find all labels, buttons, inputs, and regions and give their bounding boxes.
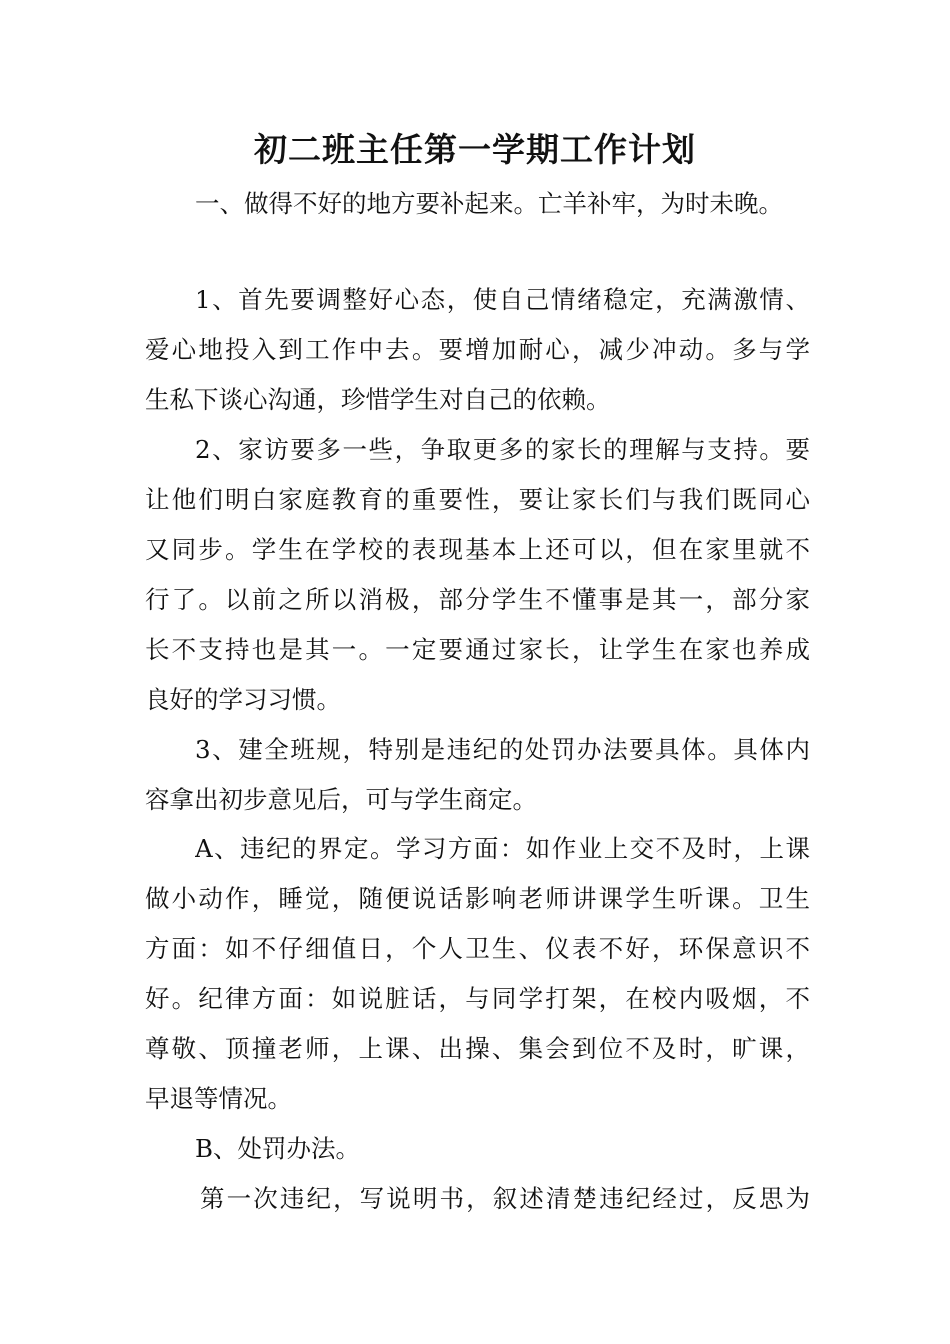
paragraph-line: 早退等情况。	[145, 1084, 292, 1113]
paragraph-line: 爱心地投入到工作中去。要增加耐心，减少冲动。多与学	[145, 335, 810, 364]
paragraph-line: 生私下谈心沟通，珍惜学生对自己的依赖。	[145, 385, 611, 414]
paragraph-line: 3、建全班规，特别是违纪的处罚办法要具体。具体内	[195, 735, 810, 764]
paragraph-line: 1、首先要调整好心态，使自己情绪稳定，充满激情、	[195, 285, 810, 314]
paragraph-line: 又同步。学生在学校的表现基本上还可以，但在家里就不	[145, 535, 810, 564]
paragraph-line: 2、家访要多一些，争取更多的家长的理解与支持。要	[195, 435, 810, 464]
paragraph-line: 方面：如不仔细值日，个人卫生、仪表不好，环保意识不	[145, 934, 810, 963]
paragraph-line: 尊敬、顶撞老师，上课、出操、集会到位不及时，旷课，	[145, 1034, 810, 1063]
paragraph-line: 做小动作，睡觉，随便说话影响老师讲课学生听课。卫生	[145, 884, 810, 913]
paragraph-line: 行了。以前之所以消极，部分学生不懂事是其一，部分家	[145, 585, 810, 614]
paragraph-line: 良好的学习习惯。	[145, 685, 341, 714]
paragraph-line: 第一次违纪，写说明书，叙述清楚违纪经过，反思为	[200, 1184, 810, 1213]
paragraph-line: A、违纪的界定。学习方面：如作业上交不及时，上课	[195, 834, 810, 863]
section-heading-1: 一、做得不好的地方要补起来。亡羊补牢，为时未晚。	[195, 189, 783, 218]
paragraph-line: 长不支持也是其一。一定要通过家长，让学生在家也养成	[145, 635, 810, 664]
paragraph-line: 好。纪律方面：如说脏话，与同学打架，在校内吸烟，不	[145, 984, 810, 1013]
document-title: 初二班主任第一学期工作计划	[254, 130, 696, 169]
paragraph-line: 让他们明白家庭教育的重要性，要让家长们与我们既同心	[145, 485, 810, 514]
paragraph-line: 容拿出初步意见后，可与学生商定。	[145, 785, 537, 814]
paragraph-line: B、处罚办法。	[195, 1134, 361, 1163]
